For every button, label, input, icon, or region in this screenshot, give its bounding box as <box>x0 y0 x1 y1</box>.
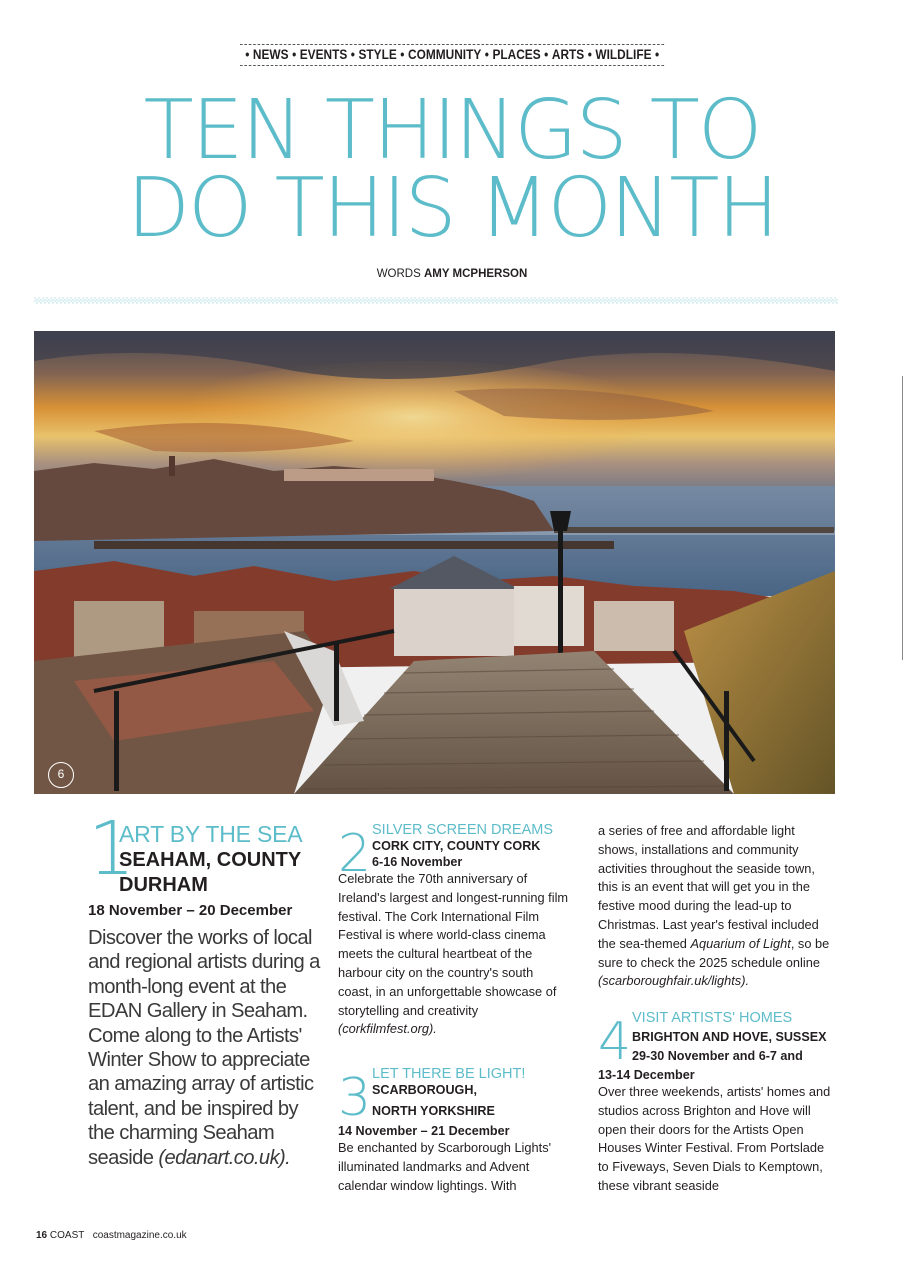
byline-author: AMY MCPHERSON <box>423 268 528 280</box>
item-2-place: CORK CITY, COUNTY CORK <box>372 839 541 853</box>
item-4-body: Over three weekends, artists' homes and studios across Brighton and Hove will open their doors for the Artists Open Houses Winter Festival. From Portslade to Fiveways, Seven Dials to Kemptown, these vibrant seaside <box>598 1084 831 1193</box>
nav-item-wildlife[interactable]: WILDLIFE <box>595 47 652 62</box>
item-4-title: VISIT ARTISTS' HOMES <box>632 1010 793 1026</box>
nav-item-style[interactable]: STYLE <box>358 47 397 62</box>
item-2-body <box>338 870 570 1039</box>
nav-item-arts[interactable]: ARTS <box>551 47 584 62</box>
nav-item-places[interactable]: PLACES <box>492 47 541 62</box>
item-2-body-text: Celebrate the 70th anniversary of Ireland's largest and longest-running film festival. The Cork International Film Festival is where world-class cinema meets the cultural heartbeat of the harbour city on the country's south coast, in an unforgettable showcase of storytelling and creativity <box>338 871 569 1018</box>
byline <box>0 268 904 280</box>
item-3-link[interactable]: (scarboroughfair.uk/lights). <box>598 973 750 989</box>
item-3-body-continued: a series of free and affordable light shows, installations and community activities throughout the seaside town, this is an event that will get you in the festive mood during the lead-up to Christmas. Last year's festival included the sea-themed Aquarium of Light, so be sure to check the 2025 schedule online (scarboroughfair.uk/lights). <box>598 823 830 989</box>
item-3-place-line-1: SCARBOROUGH, <box>372 1083 477 1097</box>
page-number: 16 <box>36 1230 48 1241</box>
item-2-link[interactable]: (corkfilmfest.org). <box>338 1021 437 1037</box>
hero-photo <box>34 331 835 794</box>
item-2-number: 2 <box>338 824 372 884</box>
item-3-number: 3 <box>338 1068 372 1128</box>
item-2-title: SILVER SCREEN DREAMS <box>372 822 554 838</box>
item-3-continued <box>598 822 838 991</box>
item-1-place: SEAHAM, COUNTY DURHAM <box>119 849 301 896</box>
magazine-name: COAST <box>49 1230 85 1241</box>
item-1-dates: 18 November – 20 December <box>88 902 293 919</box>
item-3-title: LET THERE BE LIGHT! <box>372 1066 526 1082</box>
item-4-dates-line-1: 29-30 November and 6-7 and <box>632 1049 803 1063</box>
item-1-title: ART BY THE SEA <box>119 821 303 847</box>
edge-rule <box>902 376 903 660</box>
item-3-body: Be enchanted by Scarborough Lights' illuminated landmarks and Advent calendar window lightings. With <box>338 1140 552 1193</box>
item-1-body-text: Discover the works of local and regional artists during a month-long event at the EDAN Gallery in Seaham. Come along to the Artists' Winter Show to appreciate an amazing array of artistic talent, and be inspired by the charming Seaham seaside <box>88 927 320 1169</box>
nav-item-events[interactable]: EVENTS <box>299 47 348 62</box>
item-2-dates: 6-16 November <box>372 855 463 869</box>
item-4-place: BRIGHTON AND HOVE, SUSSEX <box>632 1030 827 1044</box>
item-1-number: 1 <box>88 806 136 892</box>
byline-prefix: WORDS <box>376 268 421 280</box>
nav-item-community[interactable]: COMMUNITY <box>407 47 482 62</box>
item-3-italic-term: Aquarium of Light <box>690 935 791 951</box>
item-3-place-line-2: NORTH YORKSHIRE <box>372 1104 495 1118</box>
section-nav <box>0 44 904 66</box>
headline-line-1: TEN THINGS TO <box>143 83 761 178</box>
page-footer <box>36 1230 187 1241</box>
nav-item-news[interactable]: NEWS <box>252 47 289 62</box>
item-3-dates: 14 November – 21 December <box>338 1124 510 1138</box>
photo-number-badge: 6 <box>48 762 74 788</box>
section-nav-bar: • NEWS • EVENTS • STYLE • COMMUNITY • PLACES • ARTS • WILDLIFE • <box>240 44 665 66</box>
decorative-wave-divider <box>34 296 838 308</box>
item-4-dates-line-2: 13-14 December <box>598 1068 695 1082</box>
item-1-body <box>88 926 320 1170</box>
page-headline <box>0 83 904 256</box>
headline-line-2: DO THIS MONTH <box>126 161 778 256</box>
item-1-link[interactable]: (edanart.co.uk). <box>158 1146 291 1169</box>
item-4-number: 4 <box>598 1012 632 1072</box>
magazine-url[interactable]: coastmagazine.co.uk <box>92 1230 187 1241</box>
